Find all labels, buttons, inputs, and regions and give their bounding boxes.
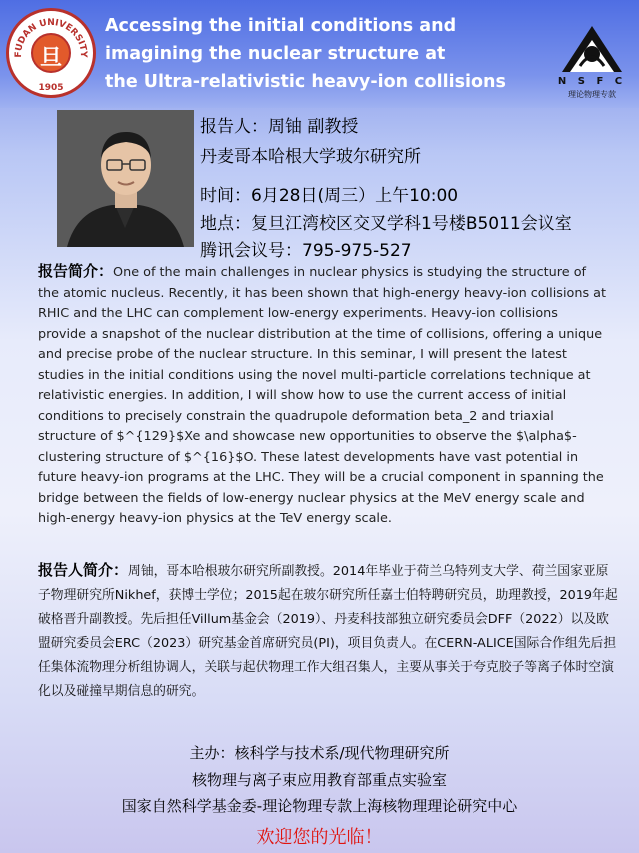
abstract-text: One of the main challenges in nuclear physics is studying the structure of the atomic nucleus. Recently, it has been shown that high-energy heavy-ion collisions at RHIC and the LHC can complement low-energy experiments. Heavy-ion collisions provide a snapshot of the nuclear distribution at the time of collisions, offering a unique and precise probe of the nuclear structure. In this seminar, I will present the latest studies in the initial conditions using the novel multi-particle correlations technique at relativistic energies. In addition, I will show how to use the current access of initial conditions to precisely constrain the quadrupole deformation beta_2 and triaxial structure of $^{129}$Xe and showcase new opportunities to observe the $\alpha$-clustering structure of $^{16}$O. These latest developments have vast potential in future heavy-ion programs at the LHC. They will be a crucial component in spanning the bridge between the fields of low-energy nuclear physics at the MeV energy scale and high-energy heavy-ion physics at the TeV energy scale. (38, 265, 607, 526)
abstract-label: 报告简介： (38, 262, 114, 280)
organizer-line-1: 主办：核科学与技术系/现代物理研究所 (189, 744, 450, 762)
nsfc-logo (552, 22, 632, 106)
title-line-1: Accessing the initial conditions and (105, 16, 457, 36)
svg-text:1905: 1905 (38, 83, 64, 93)
bio-text: 周铀，哥本哈根玻尔研究所副教授。2014年毕业于荷兰乌特列支大学、荷兰国家亚原子物理研究所Nikhef，获博士学位；2015起在玻尔研究所任嘉士伯特聘研究员，助理教授，2019年起破格晋升副教授。先后担任Villum基金会（2019）、丹麦科技部独立研究委员会DFF（2022）以及欧盟研究委员会ERC（2023）研究基金首席研究员(PI)，项目负责人。在CERN-ALICE国际合作组先后担任集体流物理分析组协调人，关联与起伏物理工作大组召集人，主要从事关于夸克胶子等离子体时空演化以及碰撞早期信息的研究。 (38, 564, 618, 699)
title-line-3: the Ultra-relativistic heavy-ion collisions (105, 72, 506, 92)
nsfc-letters: N S F C (557, 76, 627, 87)
welcome-message: 欢迎您的光临！ (256, 827, 383, 848)
fudan-university-logo (6, 8, 96, 98)
bio-section (38, 558, 618, 704)
fudan-emblem: 旦 (31, 33, 71, 73)
event-time: 时间：6月28日(周三）上午10:00 (200, 186, 459, 206)
organizer-line-3: 国家自然科学基金委-理论物理专款上海核物理理论研究中心 (121, 797, 518, 815)
speaker-name: 报告人：周铀 副教授 (200, 117, 359, 137)
nsfc-mountain-icon (560, 22, 624, 74)
event-location: 地点：复旦江湾校区交叉学科1号楼B5011会议室 (200, 214, 572, 234)
nsfc-subtitle: 理论物理专款 (568, 90, 616, 99)
talk-title (105, 12, 560, 96)
meeting-id: 腾讯会议号：795-975-527 (200, 241, 412, 261)
speaker-portrait (57, 110, 194, 247)
bio-label: 报告人简介： (38, 561, 129, 579)
abstract-section (38, 261, 610, 530)
svg-text:FUDAN UNIVERSITY: FUDAN UNIVERSITY (13, 17, 89, 58)
title-line-2: imagining the nuclear structure at (105, 44, 446, 64)
speaker-affiliation: 丹麦哥本哈根大学玻尔研究所 (200, 147, 421, 167)
speaker-photo (57, 110, 194, 247)
organizer-line-2: 核物理与离子束应用教育部重点实验室 (191, 771, 447, 789)
